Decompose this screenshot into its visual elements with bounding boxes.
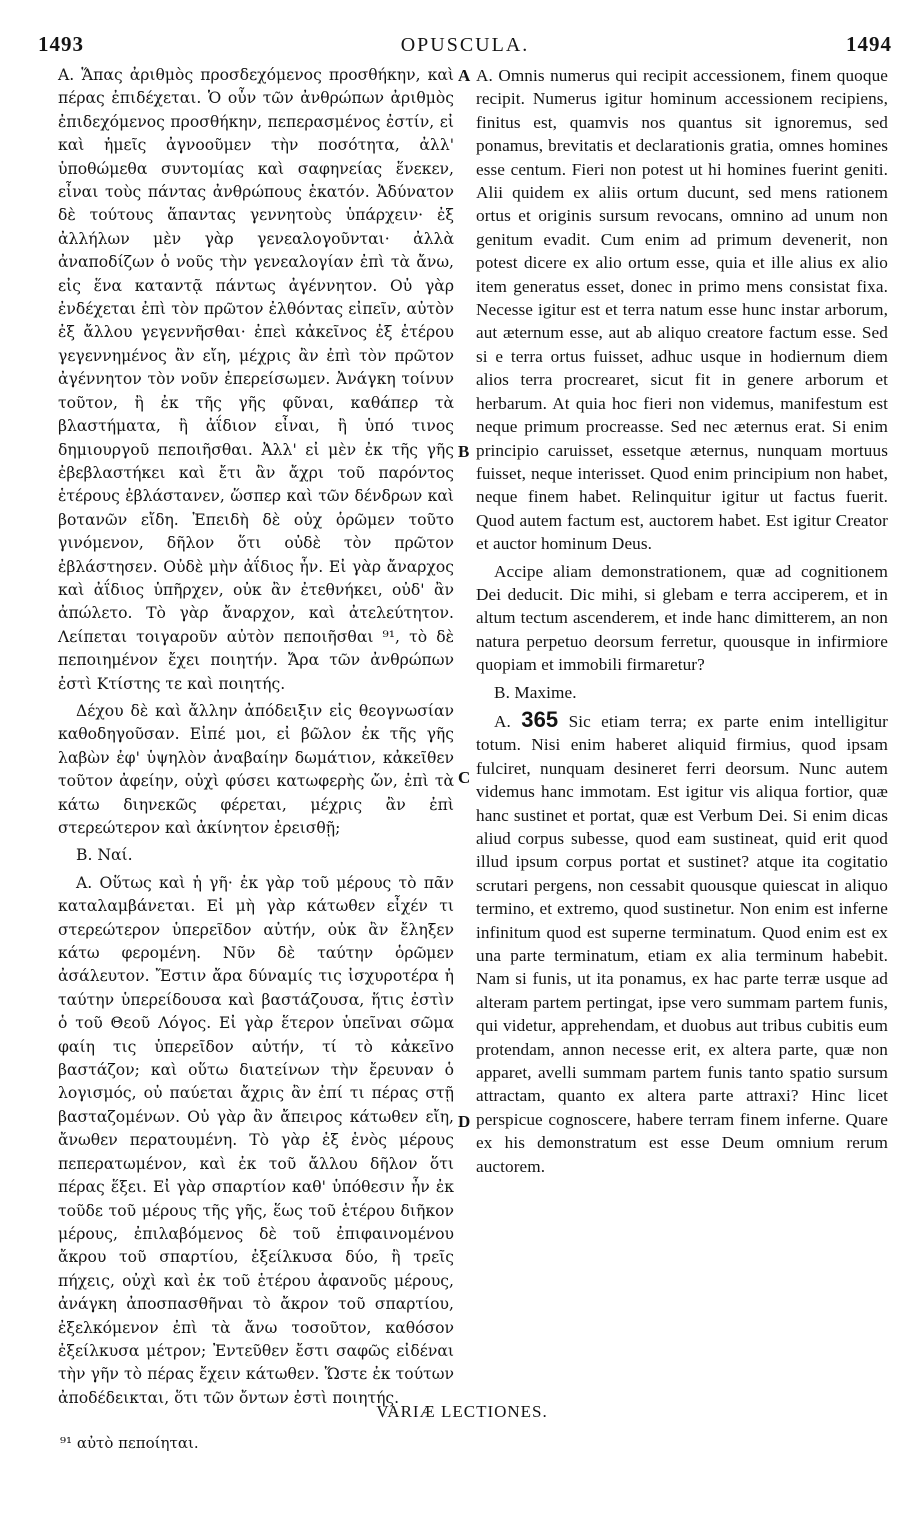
margin-marker-b: B [458, 442, 470, 461]
margin-marker-a: A [458, 66, 471, 85]
margin-marker-d: D [458, 1112, 471, 1131]
footnote-mark: ⁹¹ [60, 1434, 73, 1452]
page-header [38, 32, 892, 62]
greek-column [58, 64, 454, 1414]
footnote-text: αὐτὸ πεποίηται. [76, 1434, 199, 1452]
latin-column [476, 64, 888, 1182]
section-number: 365 [521, 706, 559, 732]
latin-paragraph-4 [476, 708, 888, 1178]
greek-paragraph-3: B. Ναί. [76, 846, 133, 865]
margin-marker-c: C [458, 768, 471, 787]
running-title: OPUSCULA. [400, 34, 530, 56]
variae-lectiones-heading: VARIÆ LECTIONES. [376, 1402, 548, 1421]
left-page-number: 1493 [38, 32, 84, 56]
latin-paragraph-4-text: Sic etiam terra; ex parte enim intelligitur totum. Nisi enim haberet aliquid firmius, quod ipsam fulciret, nunquam desineret ferri deorsum. Nunc autem videmus hanc immotam. Est igitur vis aliqua fortior, quæ hanc sustinet et portat, quæ est Verbum Dei. Si enim dicas aliud corpus subesse, quod eam sustineat, quid erit quod illud ipsum corpus portat et sustinet? atque ita cogitatio scrutari pergens, non cessabit quousque quiescat in aliquo termino, et extremo, quod sustinetur. Non enim est inferne infinitum quod est superne terminatum. Quod enim est ex una parte terminatum, etiam ex alia terminum habebit. Nam si funis, ut ita ponamus, ex hac parte terræ usque ad alteram partem pertingat, ipse vero summam partem funis, qui videtur, apprehendam, et duobus aut tribus cubitis eum protendam, annon necesse erit, ex altera parte, quæ non apparet, avelli summam partem funis tanto spatio sursum attractam, quanto ex altera parte attraxi? Hinc licet perspicue cognoscere, habere terram finem inferne. Quare ex his demonstratum est esse Deum omnium rerum auctorem. [476, 711, 888, 1176]
greek-paragraph-2: Δέχου δὲ καὶ ἄλλην ἀπόδειξιν εἰς θεογνωσίαν καθοδηγοῦσαν. Εἰπέ μοι, εἰ βῶλον ἐκ τῆς γῆς λαβὼν ἐφ' ὑψηλὸν ἀναβαίην δωμάτιον, κἀκεῖθεν τοῦτον ἀφείην, οὐχὶ φύσει κατωφερὴς ὤν, ἐπὶ τὰ κάτω διηνεκῶς φέρεται, μέχρις ἂν ἐπὶ στερεώτερον καὶ ἀκίνητον ἐρεισθῇ; [58, 701, 454, 837]
latin-paragraph-2: Accipe aliam demonstrationem, quæ ad cognitionem Dei deducit. Dic mihi, si glebam e terra acciperem, et in altum tectum ascenderem, et inde hanc dimitterem, an non natura perpetuo deorsum ferretur, quousque in infirmiore quopiam et immobili firmaretur? [476, 561, 888, 675]
latin-paragraph-1: A. Omnis numerus qui recipit accessionem, finem quoque recipit. Numerus igitur hominum accessionem recipiens, finitus est, quamvis nos quantus sit ignoremus, sed ponamus, brevitatis et declarationis gratia, omnes homines esse centum. Fieri non potest ut hi homines fuerint geniti. Alii quidem ex aliis ortum ducunt, sed mens rationem ortus et originis sursum revocans, omnino ad unum non genitum evadit. Cum enim ad primum devenerit, non potest dicere ex alio ortum esse, quia et ille alius ex alio item generatus esset, donec in primo mens consistat fixa. Necesse igitur est et terra natum esse hunc instar arborum, aut æternum esse, aut ab aliquo creatore factum esse. Sed si e terra ortus fuisset, adhuc usque in hodiernum diem alios terra procrearet, sicut fit in genere arborum et herbarum. At quia hoc fieri non videmus, manifestum est neque primum procreasse. Sed nec æternus erat. Si enim principio caruisset, essetque æternus, nunquam mortuus fuisset, neque interisset. Quod enim principium non habet, neque finem habet. Relinquitur igitur ut factus fuerit. Quod autem factum est, auctorem habet. Est igitur Creator et auctor hominum Deus. [476, 66, 888, 554]
greek-paragraph-4: A. Οὕτως καὶ ἡ γῆ· ἐκ γὰρ τοῦ μέρους τὸ πᾶν καταλαμβάνεται. Εἰ μὴ γὰρ κάτωθεν εἶχέν τι στερεώτερον ὑπερεῖδον αὐτήν, οὐκ ἂν ἔληξεν κάτω φερομένη. Νῦν δὲ ταύτην ὁρῶμεν ἀσάλευτον. Ἔστιν ἄρα δύναμίς τις ἰσχυροτέρα ἡ ταύτην ὑπερείδουσα καὶ βαστάζουσα, ἥτις ἐστὶν ὁ τοῦ Θεοῦ Λόγος. Εἰ γὰρ ἕτερον ὑπεῖναι σῶμα φαίη τις ὑπερεῖδον αὐτήν, τί τὸ κἀκεῖνο βαστάζον; καὶ οὕτω διατείνων τὴν ἔρευναν ὁ λογισμός, οὐ παύεται ἄχρις ἂν ἐπί τι πέρας στῇ βασταζομένων. Οὐ γὰρ ἂν ἄπειρος κάτωθεν εἴη, ἄνωθεν περατουμένη. Τὸ γὰρ ἐξ ἑνὸς μέρους πεπερατωμένον, καὶ ἐκ τοῦ ἄλλου δῆλον ὅτι πέρας ἕξει. Εἰ γὰρ σπαρτίον καθ' ὑπόθεσιν ἦν ἐκ τοῦδε τοῦ μέρους τῆς γῆς, ἕως τοῦ ἑτέρου διῆκον μέρους, ἐπιλαβόμενος δὲ τοῦ ἐπιφαινομένου ἄκρου τοῦ σπαρτίου, ἐξείλκυσα δύο, ἢ τρεῖς πήχεις, οὐχὶ καὶ ἐκ τοῦ ἑτέρου ἀφανοῦς μέρους, ἀνάγκη ἀποσπασθῆναι τὸ ἄκρον τοῦ σπαρτίου, ἐξελκόμενον ἐπὶ τὰ ἄνω τοσοῦτον, καθόσον ἐξείλκυσα μέτρον; Ἐντεῦθεν ἔστι σαφῶς εἰδέναι τὴν γῆν τὸ πέρας ἔχειν κάτωθεν. Ὥστε ἐκ τούτων ἀποδέδεικται, ὅτι τῶν ὄντων ἐστὶ ποιητής. [58, 873, 454, 1407]
right-page-number: 1494 [846, 32, 892, 56]
footnote [60, 1434, 199, 1452]
greek-paragraph-1: A. Ἅπας ἀριθμὸς προσδεχόμενος προσθήκην, καὶ πέρας ἐπιδέχεται. Ὁ οὖν τῶν ἀνθρώπων ἀριθμὸς ἐπιδεχόμενος προσθήκην, πεπερασμένος ἐστίν, εἰ καὶ ἡμεῖς ἀγνοοῦμεν τὴν ποσότητα, ἀλλ' ὑποθώμεθα συντομίας καὶ σαφηνείας ἕνεκεν, εἶναι τοὺς πάντας ἀνθρώπους ἑκατόν. Ἀδύνατον δὲ τούτους ἅπαντας γεννητοὺς ὑπάρχειν· ἐξ ἀλλήλων μὲν γὰρ γενεαλογοῦνται· ἀλλὰ ἀναποδίζων ὁ νοῦς τὴν γενεαλογίαν ἐπὶ τὰ ἄνω, εἰς ἕνα καταντᾷ πάντως ἀγέννητον. Οὐ γὰρ ἐνδέχεται ἐπὶ τὸν πρῶτον ἐλθόντας εἰπεῖν, αὐτὸν ἐξ ἄλλου γεγεννῆσθαι· ἐπεὶ κἀκεῖνος ἐξ ἑτέρου γεγεννημένος ἂν εἴη, μέχρις ἂν ἐπὶ τὸν πρῶτον ἀγέννητον τὸν νοῦν ἐπερείσωμεν. Ἀνάγκη τοίνυν τοῦτον, ἢ ἐκ τῆς γῆς φῦναι, καθάπερ τὰ βλαστήματα, ἢ ἀΐδιον εἶναι, ἢ ὑπό τινος δημιουργοῦ πεποιῆσθαι. Ἀλλ' εἰ μὲν ἐκ τῆς γῆς ἐβεβλαστήκει καὶ ἔτι ἂν ἄχρι τοῦ παρόντος ἑτέρους ἐβλάστανεν, ὥσπερ καὶ τῶν δένδρων καὶ βοτανῶν εἴδη. Ἐπειδὴ δὲ οὐχ ὁρῶμεν τοῦτο γινόμενον, δῆλον ὅτι οὐδὲ τὸν πρῶτον ἐβλάστησεν. Οὐδὲ μὴν ἀΐδιος ἦν. Εἰ γὰρ ἄναρχος καὶ ἀΐδιος ὑπῆρχεν, οὐκ ἂν ἐτεθνήκει, οὐδ' ἂν ἀπώλετο. Τὸ γὰρ ἄναρχον, καὶ ἀτελεύτητον. Λείπεται τοιγαροῦν αὐτὸν πεποιῆσθαι ⁹¹, τὸ δὲ πεποιημένον ἔχει ποιητήν. Ἄρα τῶν ἀνθρώπων ἐστὶ Κτίστης τε καὶ ποιητής. [58, 66, 454, 693]
speaker-label: A. [494, 711, 511, 731]
latin-paragraph-3: B. Maxime. [494, 682, 577, 702]
